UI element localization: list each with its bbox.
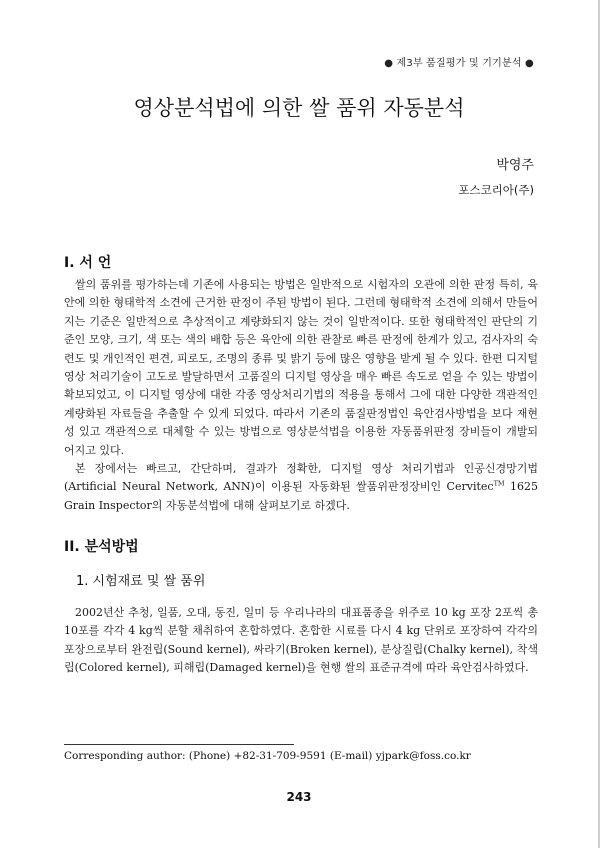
subsection-heading-materials: 1. 시험재료 및 쌀 품위 — [76, 574, 206, 589]
author-affiliation: 포스코리아(주) — [458, 183, 534, 197]
paper-title: 영상분석법에 의한 쌀 품위 자동분석 — [133, 96, 465, 120]
page-number: 243 — [286, 790, 312, 804]
author-name: 박영주 — [496, 158, 534, 173]
section-heading-introduction: I. 서 언 — [64, 255, 112, 271]
running-head: ● 제3부 품질평가 및 기기분석 ● — [384, 58, 534, 69]
paragraph-introduction-1: 쌀의 품위를 평가하는데 기존에 사용되는 방법은 일반적으로 시험자의 오관에 의한 판정 특히, 육안에 의한 형태학적 소견에 근거한 판정이 주된 방법이 된다. 그런데 형태학적 소견에 의해서 만들어지는 기준은 일반적으로 추상적이고 계량화되지 않는 것이 일반적이다. 또한 형태학적인 판단의 기준인 모양, 크기, 색 또는 색의 배합 등은 육안에 의한 관찰로 빠른 판정에 한계가 있고, 검사자의 숙련도 및 개인적인 편견, 피로도, 조명의 종류 및 밝기 등에 많은 영향을 받게 될 수 있다. 한편 디지털 영상 처리기술이 고도로 발달하면서 고품질의 디지털 영상을 매우 빠른 속도로 얻을 수 있는 방법이 확보되었고, 이 디지털 영상에 대한 각종 영상처리기법의 적용을 통해서 그에 대한 다양한 객관적인 계량화된 자료들을 추출할 수 있게 되었다. 따라서 기존의 품질판정법인 육안검사방법을 보다 재현성 있고 객관적으로 대체할 수 있는 방법으로 영상분석법을 이용한 자동품위판정 장비들이 개발되어지고 있다. — [64, 278, 538, 457]
paragraph-introduction-2 — [64, 460, 538, 515]
paragraph-materials-1: 2002년산 추청, 일품, 오대, 동진, 일미 등 우리나라의 대표품종을 위주로 10 kg 포장 2포씩 총 10포를 각각 4 kg씩 분할 채취하여 혼합하였다. 혼합한 시료를 다시 4 kg 단위로 포장하여 각각의 포장으로부터 완전립(Sound kernel), 싸라기(Broken kernel), 분상질립(Chalky kernel), 착색립(Colored kernel), 피해립(Damaged kernel)을 현행 쌀의 표준규격에 따라 육안검사하였다. — [64, 606, 538, 675]
trademark-superscript: TM — [493, 479, 505, 488]
footnote-divider — [64, 744, 294, 745]
footnote-corresponding-author: Corresponding author: (Phone) +82-31-709-9591 (E-mail) yjpark@foss.co.kr — [64, 750, 471, 762]
paragraph-introduction-2-text: 본 장에서는 빠르고, 간단하며, 결과가 정확한, 디지털 영상 처리기법과 인공신경망기법(Artificial Neural Network, ANN)이 이용된 자동화된 쌀품위판정장비인 Cervitec — [64, 462, 538, 494]
section-heading-methods: II. 분석방법 — [64, 539, 139, 555]
paragraph-introduction-2-tail: 1625 Grain Inspector의 자동분석법에 대해 살펴보기로 하겠다. — [64, 480, 538, 512]
